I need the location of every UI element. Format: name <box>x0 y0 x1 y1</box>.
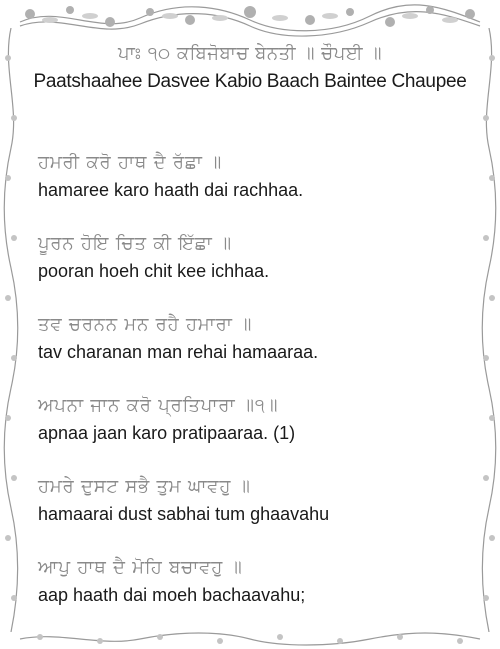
verse-item <box>38 393 468 474</box>
floral-border-top <box>0 0 500 40</box>
verse-transliteration: pooran hoeh chit kee ichhaa. <box>38 261 270 281</box>
verse-gurmukhi: ਆਪੁ ਹਾਥ ਦੈ ਮੋਹਿ ਬਚਾਵਹੁ ॥ <box>38 557 243 578</box>
verse-item <box>38 312 468 393</box>
verse-gurmukhi: ਪੂਰਨ ਹੋਇ ਚਿਤ ਕੀ ਇੱਛਾ ॥ <box>38 233 232 254</box>
floral-border-left <box>0 28 22 632</box>
floral-border-right <box>478 28 500 632</box>
verse-transliteration: apnaa jaan karo pratipaaraa. (1) <box>38 423 296 443</box>
title-gurmukhi: ਪਾਃ ੧੦ ਕਬਿਜੋਬਾਚ ਬੇਨਤੀ ॥ ਚੌਪਈ ॥ <box>118 43 382 64</box>
verse-list <box>38 150 468 636</box>
verse-item <box>38 231 468 312</box>
verse-gurmukhi: ਅਪਨਾ ਜਾਨ ਕਰੋ ਪ੍ਰਤਿਪਾਰਾ ॥੧॥ <box>38 395 279 416</box>
verse-item <box>38 555 468 636</box>
title-transliteration: Paatshaahee Dasvee Kabio Baach Baintee Chaupee <box>33 71 467 92</box>
verse-transliteration: aap haath dai moeh bachaavahu; <box>38 585 306 605</box>
verse-gurmukhi: ਹਮਰੀ ਕਰੋ ਹਾਥ ਦੈ ਰੱਛਾ ॥ <box>38 152 223 173</box>
verse-gurmukhi: ਹਮਰੇ ਦੁਸਟ ਸਭੈ ਤੁਮ ਘਾਵਹੁ ॥ <box>38 476 251 497</box>
verse-item <box>38 474 468 555</box>
verse-item <box>38 150 468 231</box>
verse-transliteration: hamaarai dust sabhai tum ghaavahu <box>38 504 330 524</box>
verse-transliteration: tav charanan man rehai hamaaraa. <box>38 342 319 362</box>
verse-gurmukhi: ਤਵ ਚਰਨਨ ਮਨ ਰਹੈ ਹਮਾਰਾ ॥ <box>38 314 253 335</box>
header <box>0 42 500 94</box>
verse-transliteration: hamaree karo haath dai rachhaa. <box>38 180 304 200</box>
